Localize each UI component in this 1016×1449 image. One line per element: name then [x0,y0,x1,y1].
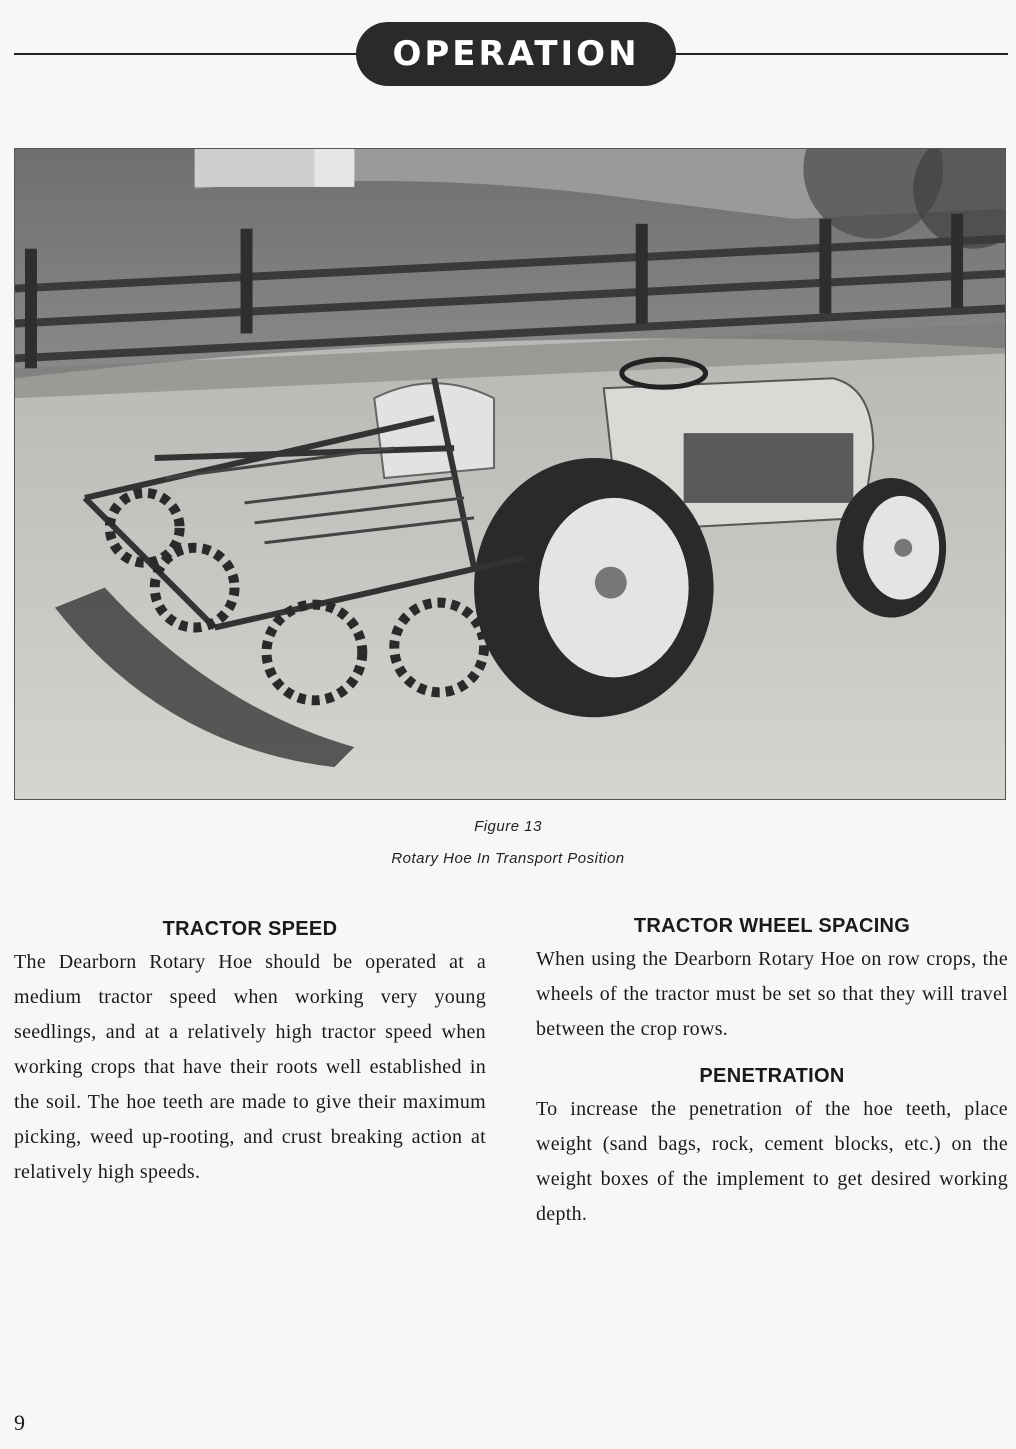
column-left [14,918,486,1190]
section-header [356,22,676,86]
header-rule-left [14,53,359,55]
paragraph-penetration: To increase the penetration of the hoe teeth, place weight (sand bags, rock, cement blocks, etc.) on the weight boxes of the implement to get desired working depth. [536,1098,1008,1225]
figure-number: Figure 13 [474,818,542,835]
heading-wheel-spacing: TRACTOR WHEEL SPACING [633,915,911,937]
figure-caption: Rotary Hoe In Transport Position [391,850,625,867]
photo-illustration [15,149,1005,799]
paragraph-tractor-speed: The Dearborn Rotary Hoe should be operated at a medium tractor speed when working very young seedlings, and at a relatively high tractor speed when working crops that have their roots well established in the soil. The hoe teeth are made to give their maximum picking, weed up-rooting, and crust breaking action at relatively high speeds. [14,951,486,1183]
paragraph-wheel-spacing: When using the Dearborn Rotary Hoe on row crops, the wheels of the tractor must be set so that they will travel between the crop rows. [536,948,1008,1040]
header-rule-right [672,53,1008,55]
section-title: OPERATION [392,34,640,74]
heading-tractor-speed: TRACTOR SPEED [162,918,338,940]
column-right [536,915,1008,1232]
page-number: 9 [14,1410,25,1435]
tractor-rotary-hoe-photo [14,148,1006,800]
heading-penetration: PENETRATION [699,1065,845,1087]
